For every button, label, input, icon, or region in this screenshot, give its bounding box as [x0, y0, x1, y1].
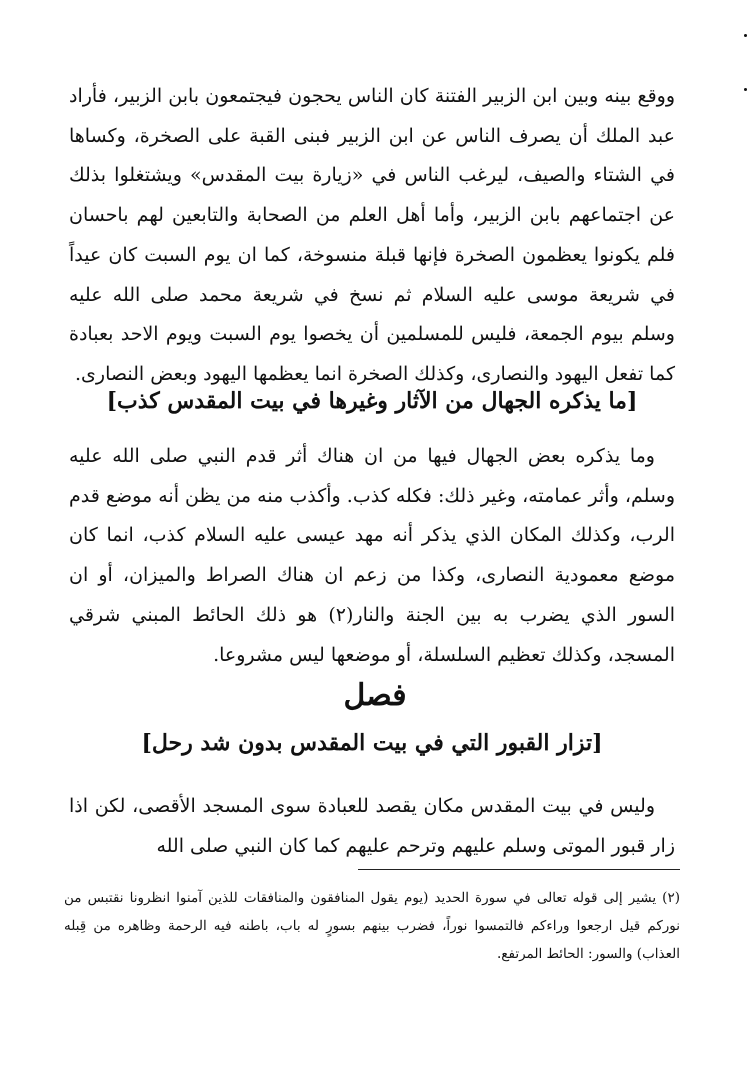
- footnote-separator: [358, 869, 680, 870]
- paragraph-text: وليس في بيت المقدس مكان يقصد للعبادة سوى المسجد الأقصى، لكن اذا زار قبور الموتى وسلم عليهم وترحم عليهم كما كان النبي صلى الله: [69, 795, 675, 857]
- body-paragraph-2: [69, 437, 675, 675]
- body-paragraph-3: [69, 787, 675, 866]
- paragraph-text: وما يذكره بعض الجهال فيها من ان هناك أثر قدم النبي صلى الله عليه وسلم، وأثر عمامته، وغير ذلك: فكله كذب. وأكذب منه من يظن أنه موضع قدم الرب، وكذلك المكان الذي يذكر أنه مهد عيسى عليه السلام كذب، انما كان موضع معمودية النصارى، وكذا من زعم ان هناك الصراط والميزان، أو ان السور الذي يضرب به بين الجنة والنار(٢) هو ذلك الحائط المبني شرقي المسجد، وكذلك تعظيم السلسلة، أو موضعها ليس مشروعا.: [69, 445, 675, 666]
- body-paragraph-1: [69, 77, 675, 395]
- margin-mark: [744, 34, 747, 37]
- section-heading-2: [تزار القبور التي في بيت المقدس بدون شد رحل]: [141, 730, 603, 756]
- paragraph-text: ووقع بينه وبين ابن الزبير الفتنة كان الناس يحجون فيجتمعون بابن الزبير، فأراد عبد الملك أن يصرف الناس عن ابن الزبير فبنى القبة على الصخرة، وكساها في الشتاء والصيف، ليرغب الناس في «زيارة بيت المقدس» ويشتغلوا بذلك عن اجتماعهم بابن الزبير، وأما أهل العلم من الصحابة والتابعين لهم باحسان فلم يكونوا يعظمون الصخرة فإنها قبلة منسوخة، كما ان يوم السبت كان عيداً في شريعة موسى عليه السلام ثم نسخ في شريعة محمد صلى الله عليه وسلم بيوم الجمعة، فليس للمسلمين أن يخصوا يوم السبت ويوم الاحد بعبادة كما تفعل اليهود والنصارى، وكذلك الصخرة انما يعظمها اليهود وبعض النصارى.: [69, 85, 675, 385]
- section-heading-1: [ما يذكره الجهال من الآثار وغيرها في بيت المقدس كذب]: [106, 388, 638, 414]
- footnote: (٢) يشير إلى قوله تعالى في سورة الحديد (يوم يقول المنافقون والمنافقات للذين آمنوا انظرونا نقتبس من نوركم قيل ارجعوا وراءكم فالتمسوا نوراً، فضرب بينهم بسورٍ له باب، باطنه فيه الرحمة وظاهره من قِبله العذاب) والسور: الحائط المرتفع.: [64, 890, 680, 962]
- chapter-title: فصل: [343, 678, 407, 713]
- margin-mark: [744, 88, 747, 91]
